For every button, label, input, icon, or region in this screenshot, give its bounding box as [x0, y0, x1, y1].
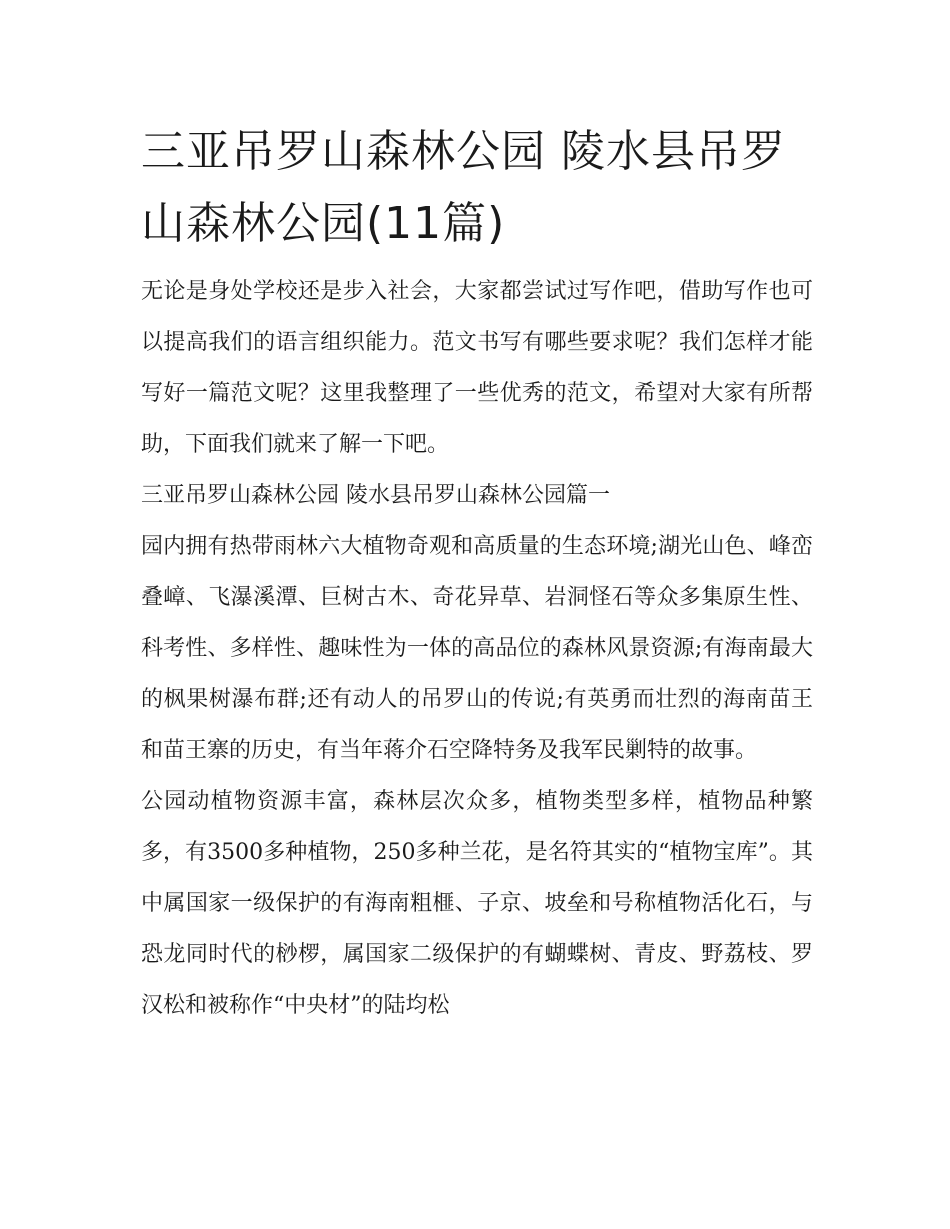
body-paragraph-2: 公园动植物资源丰富，森林层次众多，植物类型多样，植物品种繁多，有3500多种植物，250多种兰花，是名符其实的“植物宝库”。其中属国家一级保护的有海南粗榧、子京、坡垒和号称植物活化石，与恐龙同时代的桫椤，属国家二级保护的有蝴蝶树、青皮、野荔枝、罗汉松和被称作“中央材”的陆均松	[141, 789, 813, 1018]
document-title: 三亚吊罗山森林公园 陵水县吊罗山森林公园(11篇)	[141, 126, 786, 249]
intro-paragraph: 无论是身处学校还是步入社会，大家都尝试过写作吧，借助写作也可以提高我们的语言组织能力。范文书写有哪些要求呢？我们怎样才能写好一篇范文呢？这里我整理了一些优秀的范文，希望对大家有所帮助，下面我们就来了解一下吧。	[141, 279, 813, 457]
document-page	[141, 116, 813, 1031]
body-paragraph-1: 园内拥有热带雨林六大植物奇观和高质量的生态环境;湖光山色、峰峦叠嶂、飞瀑溪潭、巨树古木、奇花异草、岩洞怪石等众多集原生性、科考性、多样性、趣味性为一体的高品位的森林风景资源;有海南最大的枫果树瀑布群;还有动人的吊罗山的传说;有英勇而壮烈的海南苗王和苗王寨的历史，有当年蒋介石空降特务及我军民剿特的故事。	[141, 534, 813, 763]
section-heading: 三亚吊罗山森林公园 陵水县吊罗山森林公园篇一	[141, 483, 610, 508]
